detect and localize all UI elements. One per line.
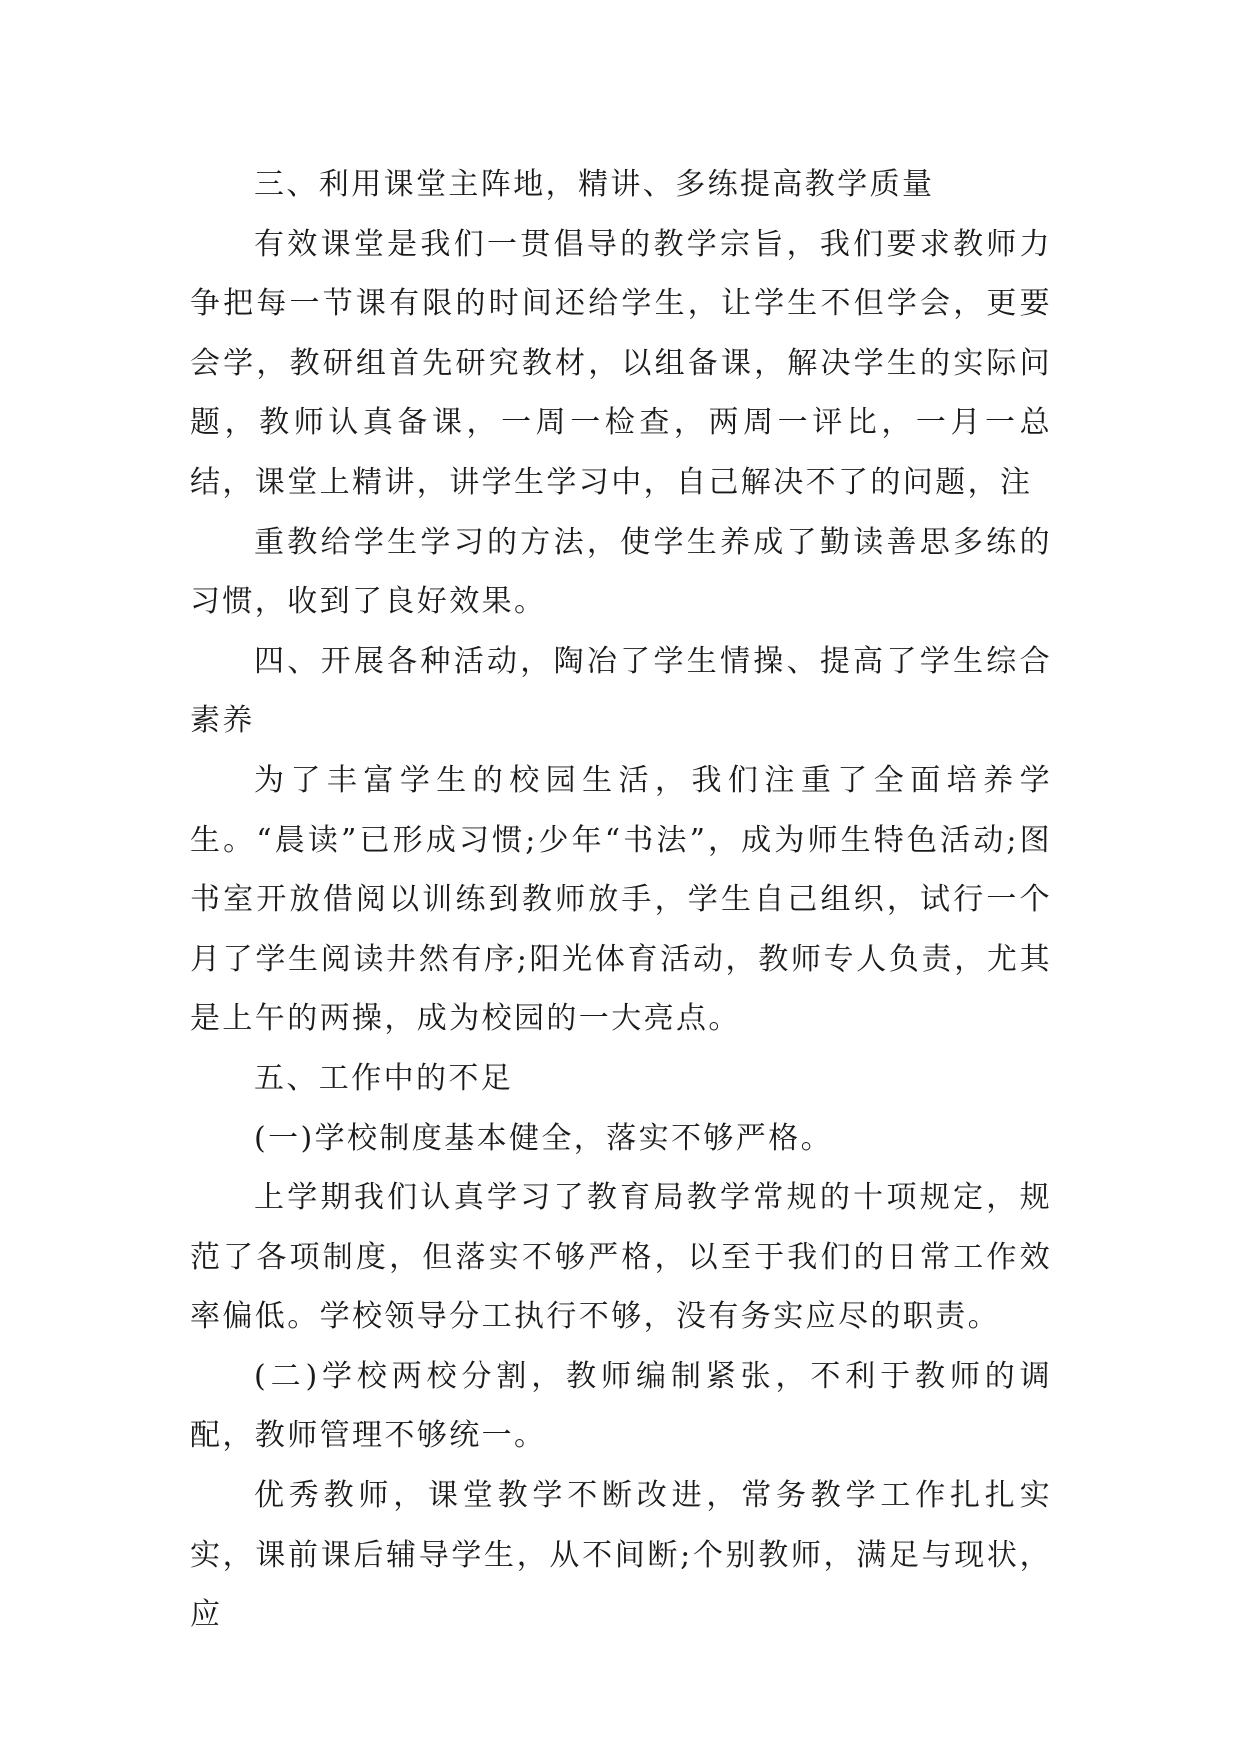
paragraph: 上学期我们认真学习了教育局教学常规的十项规定，规范了各项制度，但落实不够严格，以至于我们的日常工作效率偏低。学校领导分工执行不够，没有务实应尽的职责。: [190, 1180, 1052, 1335]
paragraph: 优秀教师，课堂教学不断改进，常务教学工作扎扎实实，课前课后辅导学生，从不间断;个别教师，满足与现状，应: [190, 1478, 1052, 1633]
subheading-2: (二)学校两校分割，教师编制紧张，不利于教师的调配，教师管理不够统一。: [190, 1358, 1052, 1454]
subheading-1: (一)学校制度基本健全，落实不够严格。: [254, 1120, 834, 1156]
paragraph: 重教给学生学习的方法，使学生养成了勤读善思多练的习惯，收到了良好效果。: [190, 524, 1052, 620]
section-heading-3: 三、利用课堂主阵地，精讲、多练提高教学质量: [254, 167, 935, 202]
section-heading-5: 五、工作中的不足: [254, 1060, 514, 1096]
paragraph: 为了丰富学生的校园生活，我们注重了全面培养学生。“晨读”已形成习惯;少年“书法”，成为师生特色活动;图书室开放借阅以训练到教师放手，学生自己组织，试行一个月了学生阅读井然有序;阳光体育活动，教师专人负责，尤其是上午的两操，成为校园的一大亮点。: [190, 762, 1052, 1037]
section-heading-4: 四、开展各种活动，陶冶了学生情操、提高了学生综合素养: [190, 643, 1052, 739]
document-body: [190, 155, 1052, 1645]
paragraph: 有效课堂是我们一贯倡导的教学宗旨，我们要求教师力争把每一节课有限的时间还给学生，让学生不但学会，更要会学，教研组首先研究教材，以组备课，解决学生的实际问题，教师认真备课，一周一检查，两周一评比，一月一总结，课堂上精讲，讲学生学习中，自己解决不了的问题，注: [190, 226, 1052, 500]
